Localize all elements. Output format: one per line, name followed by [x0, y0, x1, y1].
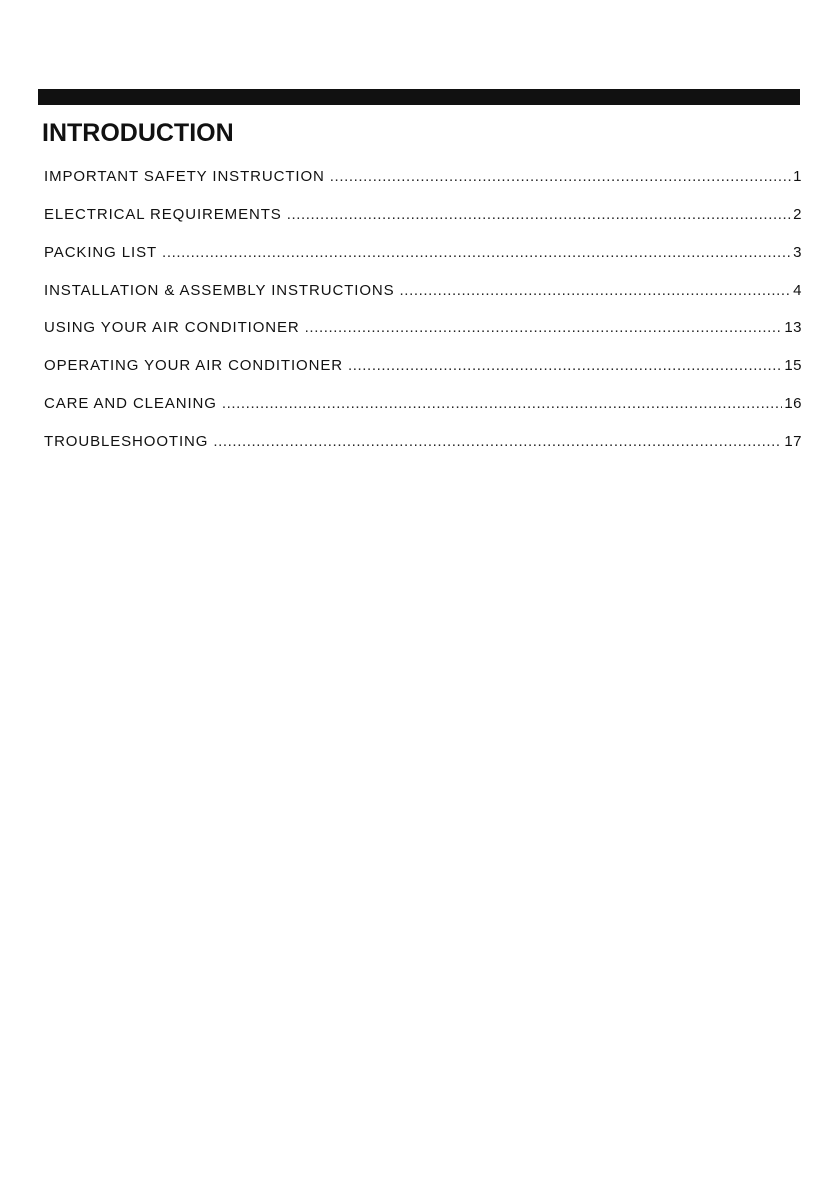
page-title: INTRODUCTION [42, 119, 234, 147]
toc-entry-troubleshooting[interactable] [44, 431, 802, 469]
toc-entry-page: 4 [793, 281, 802, 299]
toc-dot-leader [305, 317, 783, 339]
toc-entry-page: 13 [784, 319, 802, 337]
toc-dot-leader [162, 242, 791, 264]
toc-entry-label: ELECTRICAL REQUIREMENTS [44, 205, 282, 223]
toc-dot-leader [222, 393, 782, 415]
toc-entry-label: TROUBLESHOOTING [44, 432, 209, 450]
toc-dot-leader [330, 166, 791, 188]
toc-entry-operating[interactable] [44, 355, 802, 393]
toc-entry-page: 16 [784, 395, 802, 413]
toc-dot-leader [400, 280, 792, 302]
toc-entry-care-cleaning[interactable] [44, 393, 802, 431]
toc-entry-label: CARE AND CLEANING [44, 395, 217, 413]
toc-entry-label: PACKING LIST [44, 243, 158, 261]
toc-entry-using[interactable] [44, 317, 802, 355]
toc-entry-electrical[interactable] [44, 204, 802, 242]
toc-entry-page: 2 [793, 205, 802, 223]
toc-entry-page: 1 [793, 168, 802, 185]
toc-entry-safety[interactable] [44, 166, 802, 204]
toc-entry-page: 15 [784, 357, 802, 375]
toc-entry-label: INSTALLATION & ASSEMBLY INSTRUCTIONS [44, 281, 395, 299]
header-rule [38, 89, 800, 105]
toc-dot-leader [348, 355, 782, 377]
toc-entry-page: 3 [793, 243, 802, 261]
toc-entry-page: 17 [784, 432, 802, 450]
toc-dot-leader [287, 204, 791, 226]
toc-entry-packing-list[interactable] [44, 242, 802, 280]
toc-entry-label: IMPORTANT SAFETY INSTRUCTION [44, 168, 325, 185]
toc-entry-label: USING YOUR AIR CONDITIONER [44, 319, 300, 337]
toc-entry-label: OPERATING YOUR AIR CONDITIONER [44, 357, 343, 375]
table-of-contents [44, 166, 802, 469]
toc-entry-installation[interactable] [44, 280, 802, 318]
toc-dot-leader [213, 431, 782, 453]
